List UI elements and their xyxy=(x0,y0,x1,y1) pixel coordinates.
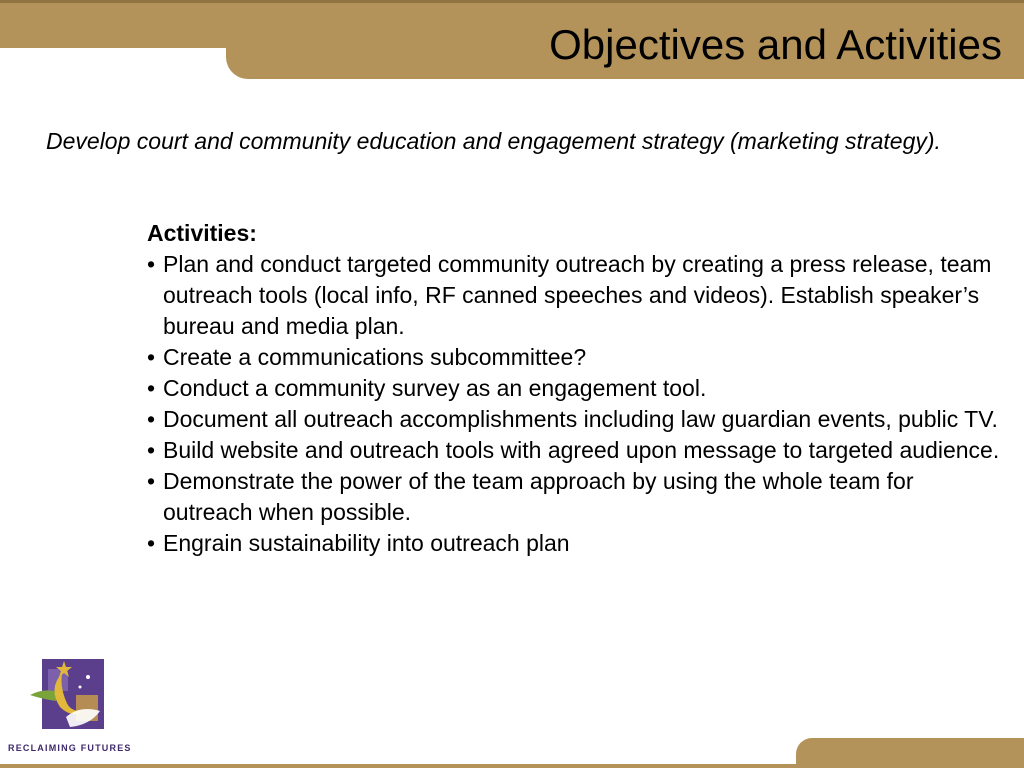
activity-text: Create a communications subcommittee? xyxy=(163,344,587,370)
activity-item xyxy=(147,435,1007,466)
activity-item xyxy=(147,404,1007,435)
bullet-icon: • xyxy=(147,530,156,556)
bullet-icon: • xyxy=(147,468,156,494)
activity-text: Document all outreach accomplishments including law guardian events, public TV. xyxy=(163,406,998,432)
activity-text: Demonstrate the power of the team approach by using the whole team for outreach when possible. xyxy=(163,468,914,525)
reclaiming-futures-logo-icon xyxy=(26,655,110,735)
activity-item xyxy=(147,342,1007,373)
activity-item xyxy=(147,373,1007,404)
bullet-icon: • xyxy=(147,406,156,432)
slide-title: Objectives and Activities xyxy=(549,21,1002,68)
objective-text: Develop court and community education and engagement strategy (marketing strategy). xyxy=(46,128,941,154)
activity-item xyxy=(147,528,1007,559)
activity-text: Conduct a community survey as an engagement tool. xyxy=(163,375,707,401)
activity-item xyxy=(147,466,1007,528)
activity-text: Build website and outreach tools with agreed upon message to targeted audience. xyxy=(163,437,1000,463)
activity-item xyxy=(147,249,1007,342)
activities-section xyxy=(147,218,1007,559)
bullet-icon: • xyxy=(147,437,156,463)
bullet-icon: • xyxy=(147,251,156,277)
activity-list xyxy=(147,249,1007,559)
bullet-icon: • xyxy=(147,344,156,370)
activity-text: Plan and conduct targeted community outreach by creating a press release, team outreach tools (local info, RF canned speeches and videos). Establish speaker’s bureau and media plan. xyxy=(163,251,992,339)
header-band-edge xyxy=(0,0,1024,3)
bullet-icon: • xyxy=(147,375,156,401)
activity-text: Engrain sustainability into outreach plan xyxy=(163,530,570,556)
activities-heading: Activities: xyxy=(147,220,257,246)
logo-text: RECLAIMING FUTURES xyxy=(8,743,132,753)
footer-line xyxy=(0,764,1024,768)
